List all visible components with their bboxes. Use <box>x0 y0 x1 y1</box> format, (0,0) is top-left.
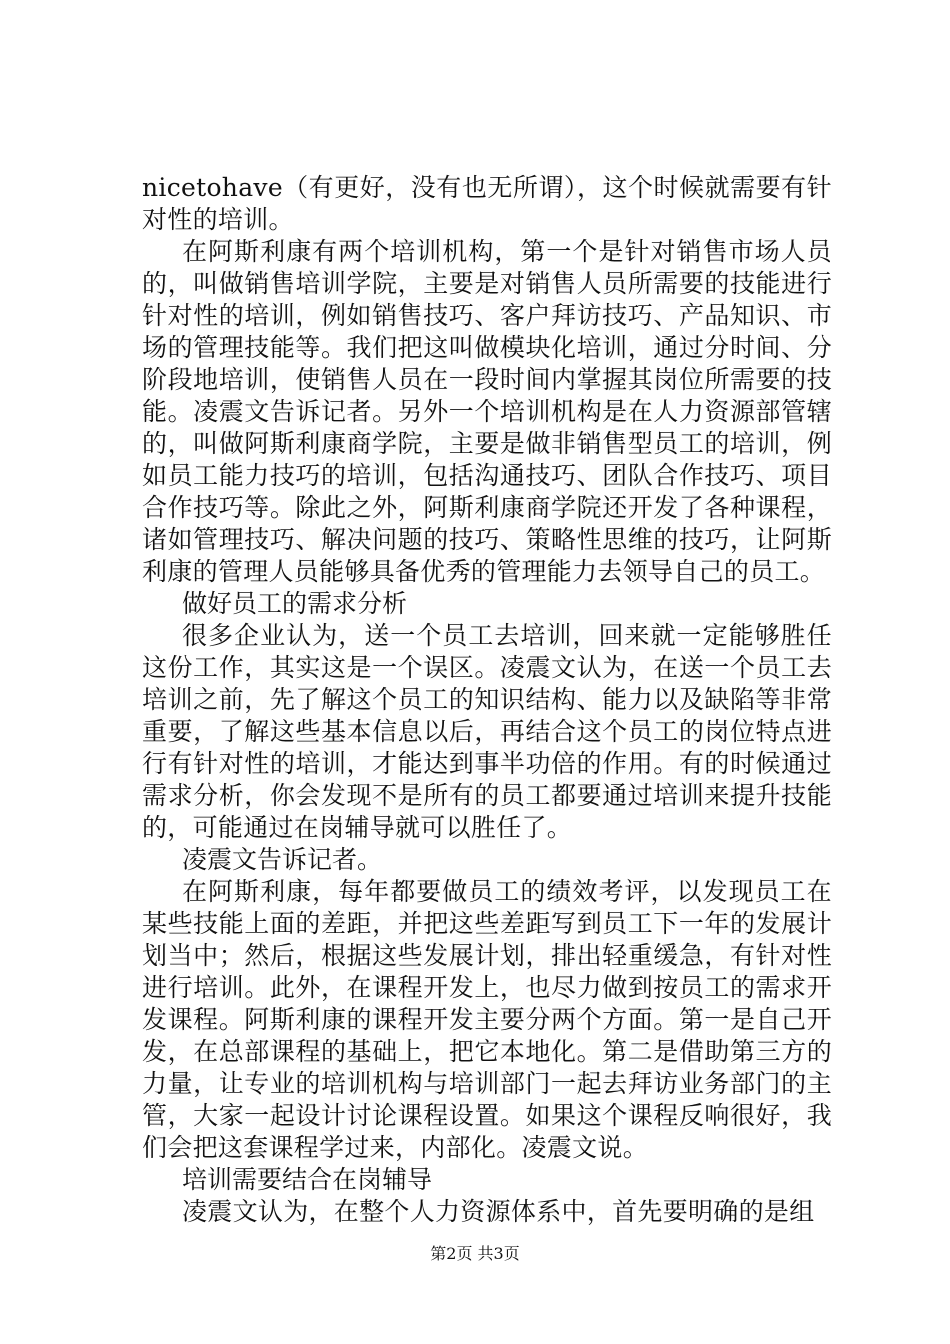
section-heading: 做好员工的需求分析 <box>182 589 408 618</box>
document-body <box>142 172 832 1228</box>
paragraph: nicetohave（有更好，没有也无所谓），这个时候就需要有针对性的培训。 <box>142 173 832 234</box>
paragraph: 在阿斯利康有两个培训机构，第一个是针对销售市场人员的，叫做销售培训学院，主要是对销售人员所需要的技能进行针对性的培训，例如销售技巧、客户拜访技巧、产品知识、市场的管理技能等。我们把这叫做模块化培训，通过分时间、分阶段地培训，使销售人员在一段时间内掌握其岗位所需要的技能。凌震文告诉记者。另外一个培训机构是在人力资源部管辖的，叫做阿斯利康商学院，主要是做非销售型员工的培训，例如员工能力技巧的培训，包括沟通技巧、团队合作技巧、项目合作技巧等。除此之外，阿斯利康商学院还开发了各种课程，诸如管理技巧、解决问题的技巧、策略性思维的技巧，让阿斯利康的管理人员能够具备优秀的管理能力去领导自己的员工。 <box>142 237 832 586</box>
section-heading: 培训需要结合在岗辅导 <box>182 1165 433 1194</box>
page-number-footer: 第2页 共3页 <box>430 1244 520 1263</box>
paragraph: 凌震文认为，在整个人力资源体系中，首先要明确的是组 <box>182 1197 815 1226</box>
paragraph: 很多企业认为，送一个员工去培训，回来就一定能够胜任这份工作，其实这是一个误区。凌震文认为，在送一个员工去培训之前，先了解这个员工的知识结构、能力以及缺陷等非常重要，了解这些基本信息以后，再结合这个员工的岗位特点进行有针对性的培训，才能达到事半功倍的作用。有的时候通过需求分析，你会发现不是所有的员工都要通过培训来提升技能的，可能通过在岗辅导就可以胜任了。 <box>142 621 832 842</box>
paragraph: 在阿斯利康，每年都要做员工的绩效考评，以发现员工在某些技能上面的差距，并把这些差距写到员工下一年的发展计划当中；然后，根据这些发展计划，排出轻重缓急，有针对性进行培训。此外，在课程开发上，也尽力做到按员工的需求开发课程。阿斯利康的课程开发主要分两个方面。第一是自己开发，在总部课程的基础上，把它本地化。第二是借助第三方的力量，让专业的培训机构与培训部门一起去拜访业务部门的主管，大家一起设计讨论课程设置。如果这个课程反响很好，我们会把这套课程学过来，内部化。凌震文说。 <box>142 877 832 1162</box>
paragraph-line: 凌震文告诉记者。 <box>182 845 383 874</box>
